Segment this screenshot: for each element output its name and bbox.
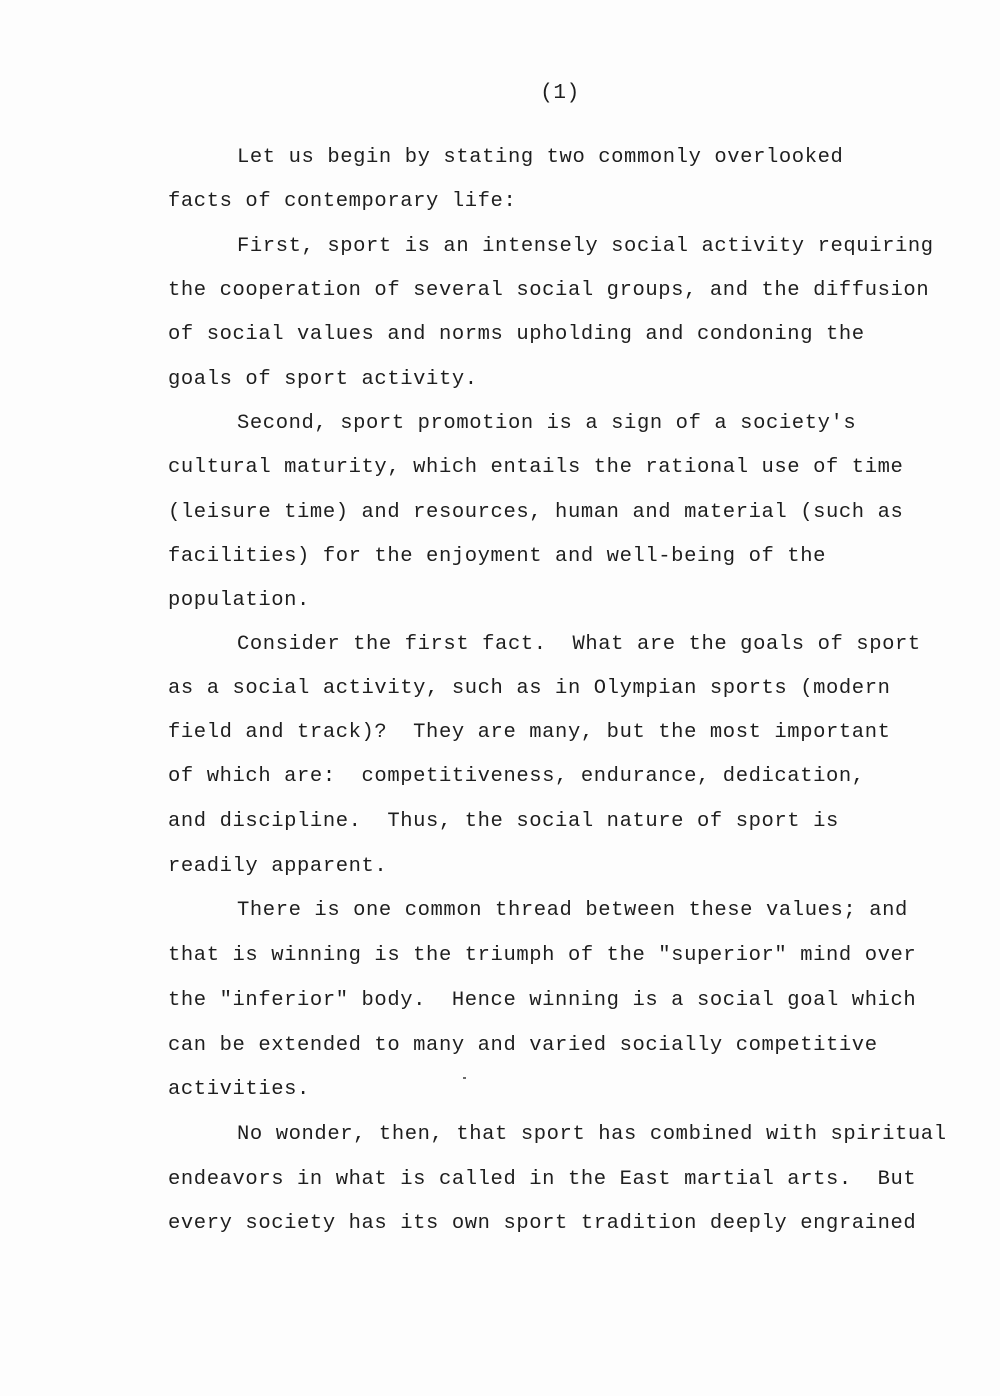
text-line: every society has its own sport tradition deeply engrained bbox=[168, 1212, 917, 1235]
text-line: cultural maturity, which entails the rational use of time bbox=[168, 456, 904, 479]
text-line: (leisure time) and resources, human and material (such as bbox=[168, 501, 904, 524]
scan-speck bbox=[463, 1077, 466, 1079]
text-line: facilities) for the enjoyment and well-being of the bbox=[168, 545, 827, 568]
text-line: facts of contemporary life: bbox=[168, 190, 517, 213]
text-line: population. bbox=[168, 589, 310, 612]
text-line: Let us begin by stating two commonly overlooked bbox=[237, 146, 844, 169]
text-line: readily apparent. bbox=[168, 855, 388, 878]
text-line: goals of sport activity. bbox=[168, 368, 478, 391]
text-line: of social values and norms upholding and condoning the bbox=[168, 323, 865, 346]
text-line: the cooperation of several social groups, and the diffusion bbox=[168, 279, 930, 302]
text-line: No wonder, then, that sport has combined with spiritual bbox=[237, 1123, 947, 1146]
text-line: that is winning is the triumph of the "superior" mind over bbox=[168, 944, 917, 967]
page-number: (1) bbox=[540, 82, 580, 105]
text-line: endeavors in what is called in the East martial arts. But bbox=[168, 1168, 917, 1191]
text-line: field and track)? They are many, but the most important bbox=[168, 721, 891, 744]
text-line: and discipline. Thus, the social nature of sport is bbox=[168, 810, 839, 833]
text-line: First, sport is an intensely social activity requiring bbox=[237, 235, 934, 258]
text-line: activities. bbox=[168, 1078, 310, 1101]
text-line: as a social activity, such as in Olympian sports (modern bbox=[168, 677, 891, 700]
text-line: Consider the first fact. What are the goals of sport bbox=[237, 633, 921, 656]
text-line: Second, sport promotion is a sign of a society's bbox=[237, 412, 857, 435]
text-line: of which are: competitiveness, endurance, dedication, bbox=[168, 765, 865, 788]
text-line: There is one common thread between these values; and bbox=[237, 899, 908, 922]
text-line: the "inferior" body. Hence winning is a social goal which bbox=[168, 989, 917, 1012]
text-line: can be extended to many and varied socially competitive bbox=[168, 1034, 878, 1057]
